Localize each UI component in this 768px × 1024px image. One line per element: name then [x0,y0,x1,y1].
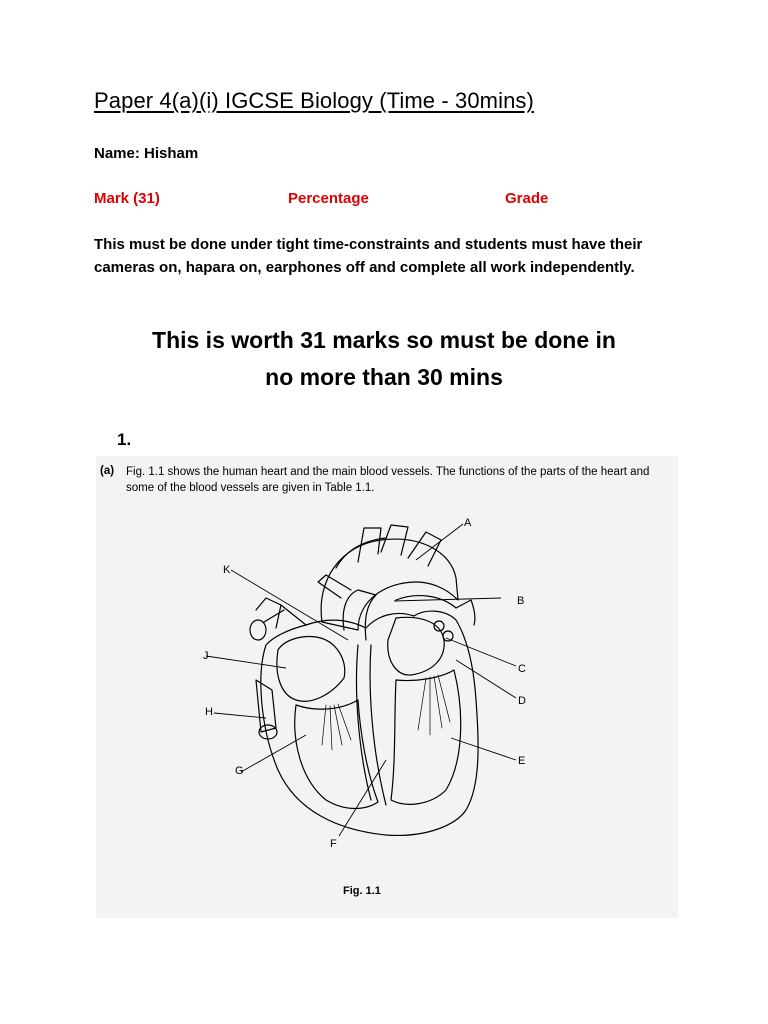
label-e: E [518,755,526,767]
page-title: Paper 4(a)(i) IGCSE Biology (Time - 30mins) [94,88,534,113]
question-text: Fig. 1.1 shows the human heart and the main blood vessels. The functions of the parts of the heart and some of the blood vessels are given in Table 1.1. [126,466,650,494]
question-number: 1. [117,430,132,449]
instructions-text: This must be done under tight time-constraints and students must have their cameras on, hapara on, earphones off and complete all work independently. [94,236,643,276]
label-b: B [517,595,525,607]
label-f: F [330,838,337,850]
worth-line-2: no more than 30 mins [265,364,503,390]
question-part-label: (a) [100,465,115,477]
grade-label: Grade [505,190,549,207]
label-j: J [203,650,209,662]
worth-heading [84,322,684,396]
mark-label: Mark (31) [94,190,160,207]
label-d: D [518,695,526,707]
label-k: K [223,564,231,576]
student-name: Name: Hisham [94,145,199,162]
heart-outline [261,611,478,835]
percentage-label: Percentage [288,190,369,207]
heart-diagram [96,500,678,880]
figure-caption: Fig. 1.1 [343,885,381,897]
label-a: A [464,517,472,529]
left-ventricle [391,670,461,804]
label-g: G [235,765,244,777]
pulmonary-artery [343,590,376,640]
label-c: C [518,663,526,675]
worth-line-1: This is worth 31 marks so must be done in [152,327,616,353]
label-h: H [205,706,213,718]
right-atrium [277,637,345,702]
